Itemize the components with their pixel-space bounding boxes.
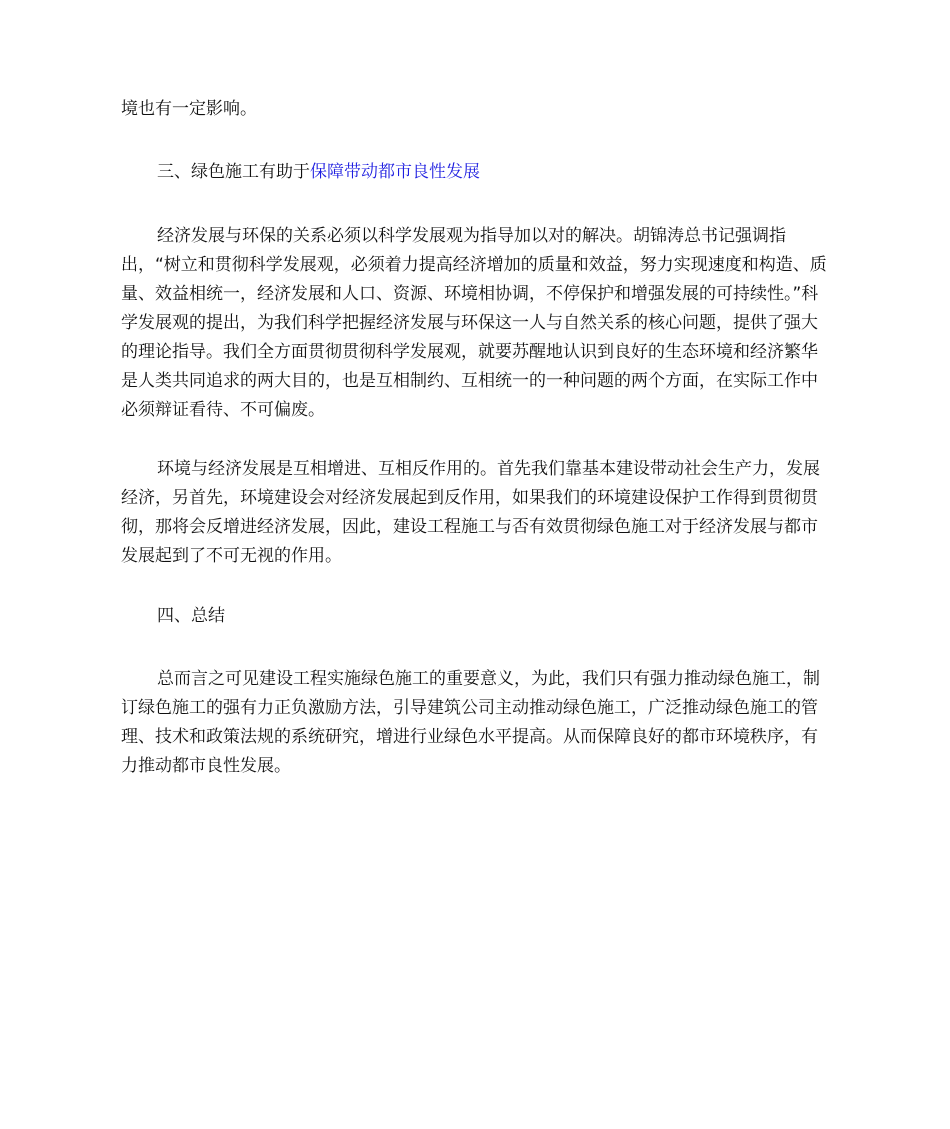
- continued-text-line: 境也有一定影响。: [121, 99, 257, 119]
- paragraph-scientific-development: 经济发展与环保的关系必须以科学发展观为指导加以对的解决。胡锦涛总书记强调指出，“树立和贯彻科学发展观，必须着力提高经济增加的质量和效益，努力实现速度和构造、质量、效益相统一，经济发展和人口、资源、环境相协调，不停保护和增强发展的可持续性。”科学发展观的提出，为我们科学把握经济发展与环保这一人与自然关系的核心问题，提供了强大的理论指导。我们全方面贯彻贯彻科学发展观，就要苏醒地认识到良好的生态环境和经济繁华是人类共同追求的两大目的，也是互相制约、互相统一的一种问题的两个方面，在实际工作中必须辩证看待、不可偏废。: [121, 226, 827, 420]
- paragraph-environment-economy: 环境与经济发展是互相增进、互相反作用的。首先我们靠基本建设带动社会生产力，发展经济，另首先，环境建设会对经济发展起到反作用，如果我们的环境建设保护工作得到贯彻贯彻，那将会反增进经济发展，因此，建设工程施工与否有效贯彻绿色施工对于经济发展与都市发展起到了不可无视的作用。: [121, 459, 820, 566]
- section-heading-3: [121, 158, 833, 187]
- section-heading-4: 四、总结: [157, 606, 225, 626]
- section-heading-3-link[interactable]: 保障带动都市良性发展: [310, 162, 480, 182]
- section-heading-3-prefix: 三、绿色施工有助于: [157, 162, 310, 182]
- paragraph-summary: 总而言之可见建设工程实施绿色施工的重要意义，为此，我们只有强力推动绿色施工，制订绿色施工的强有力正负激励方法，引导建筑公司主动推动绿色施工，广泛推动绿色施工的管理、技术和政策法规的系统研究，增进行业绿色水平提高。从而保障良好的都市环境秩序，有力推动都市良性发展。: [121, 669, 820, 776]
